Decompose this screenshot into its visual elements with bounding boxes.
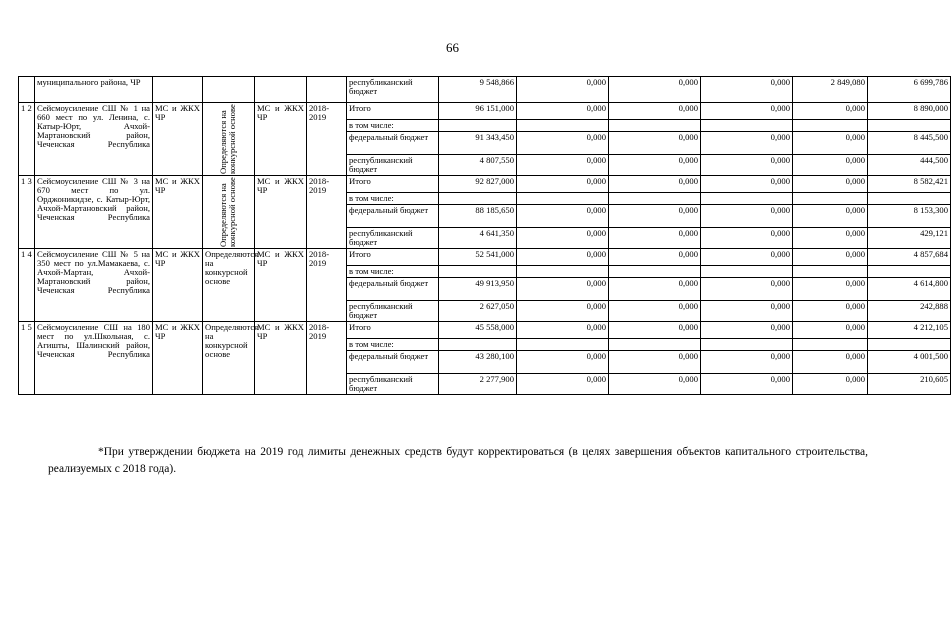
value-cell: 0,000 xyxy=(701,278,793,301)
value-cell: 49 913,950 xyxy=(439,278,517,301)
source-label: республиканский бюджет xyxy=(347,374,439,395)
responsible-cell: МС и ЖКХ ЧР xyxy=(255,249,307,322)
object-name: Сейсмоусиление СШ № 1 на 660 мест по ул. Ленина, с. Катыр-Юрт, Ачхой-Мартановский район, Чеченская Республика xyxy=(35,103,153,176)
value-cell xyxy=(517,339,609,351)
value-cell: 52 541,000 xyxy=(439,249,517,266)
source-label: федеральный бюджет xyxy=(347,278,439,301)
value-cell xyxy=(609,120,701,132)
value-cell: 0,000 xyxy=(517,77,609,103)
row-number xyxy=(19,77,35,103)
value-cell: 8 445,500 xyxy=(868,132,951,155)
value-cell: 0,000 xyxy=(609,301,701,322)
value-cell: 0,000 xyxy=(793,205,868,228)
table-row xyxy=(19,176,951,193)
source-label: республиканский бюджет xyxy=(347,228,439,249)
value-cell: 0,000 xyxy=(609,374,701,395)
value-cell: 0,000 xyxy=(609,322,701,339)
executor-cell xyxy=(203,77,255,103)
value-cell: 0,000 xyxy=(517,205,609,228)
value-cell: 0,000 xyxy=(793,301,868,322)
value-cell: 8 153,300 xyxy=(868,205,951,228)
years-cell: 2018-2019 xyxy=(307,176,347,249)
value-cell xyxy=(517,266,609,278)
value-cell: 210,605 xyxy=(868,374,951,395)
customer-cell: МС и ЖКХ ЧР xyxy=(153,322,203,395)
table-body xyxy=(19,77,951,395)
value-cell: 0,000 xyxy=(701,176,793,193)
value-cell: 0,000 xyxy=(793,155,868,176)
executor-cell xyxy=(203,103,255,176)
value-cell: 4 641,350 xyxy=(439,228,517,249)
object-name: Сейсмоусиление СШ № 5 на 350 мест по ул.Мамакаева, с. Ачхой-Мартан, Ачхой-Мартановский район, Чеченская Республика xyxy=(35,249,153,322)
value-cell xyxy=(609,193,701,205)
value-cell xyxy=(439,339,517,351)
source-label: в том числе: xyxy=(347,339,439,351)
value-cell: 2 849,080 xyxy=(793,77,868,103)
customer-cell: МС и ЖКХ ЧР xyxy=(153,103,203,176)
value-cell: 0,000 xyxy=(609,155,701,176)
row-number: 1 4 xyxy=(19,249,35,322)
object-name: Сейсмоусиление СШ на 180 мест по ул.Школьная, с. Агишты, Шалинский район, Чеченская Республика xyxy=(35,322,153,395)
source-label: Итого xyxy=(347,249,439,266)
source-label: республиканский бюджет xyxy=(347,77,439,103)
value-cell: 88 185,650 xyxy=(439,205,517,228)
source-label: Итого xyxy=(347,322,439,339)
source-label: в том числе: xyxy=(347,193,439,205)
value-cell: 0,000 xyxy=(609,176,701,193)
row-number: 1 5 xyxy=(19,322,35,395)
value-cell: 0,000 xyxy=(701,77,793,103)
value-cell: 92 827,000 xyxy=(439,176,517,193)
value-cell xyxy=(868,120,951,132)
value-cell: 0,000 xyxy=(517,132,609,155)
customer-cell: МС и ЖКХ ЧР xyxy=(153,176,203,249)
value-cell: 0,000 xyxy=(609,228,701,249)
value-cell: 91 343,450 xyxy=(439,132,517,155)
value-cell: 0,000 xyxy=(609,351,701,374)
value-cell xyxy=(517,120,609,132)
value-cell: 0,000 xyxy=(793,132,868,155)
value-cell: 0,000 xyxy=(517,278,609,301)
value-cell: 4 614,800 xyxy=(868,278,951,301)
value-cell: 0,000 xyxy=(609,103,701,120)
value-cell: 0,000 xyxy=(793,249,868,266)
value-cell: 0,000 xyxy=(701,351,793,374)
value-cell: 0,000 xyxy=(517,103,609,120)
value-cell xyxy=(609,266,701,278)
value-cell: 0,000 xyxy=(701,155,793,176)
value-cell xyxy=(793,266,868,278)
value-cell: 4 001,500 xyxy=(868,351,951,374)
customer-cell xyxy=(153,77,203,103)
value-cell: 8 582,421 xyxy=(868,176,951,193)
years-cell: 2018-2019 xyxy=(307,322,347,395)
executor-rotated-text: Определяются на конкурсной основе xyxy=(218,177,238,248)
value-cell xyxy=(793,120,868,132)
page-number: 66 xyxy=(446,40,459,55)
value-cell: 0,000 xyxy=(793,228,868,249)
value-cell: 0,000 xyxy=(517,228,609,249)
value-cell: 8 890,000 xyxy=(868,103,951,120)
object-name: муниципального района, ЧР xyxy=(35,77,153,103)
executor-cell xyxy=(203,176,255,249)
value-cell: 429,121 xyxy=(868,228,951,249)
responsible-cell: МС и ЖКХ ЧР xyxy=(255,103,307,176)
value-cell: 0,000 xyxy=(701,205,793,228)
value-cell: 0,000 xyxy=(701,301,793,322)
value-cell: 6 699,786 xyxy=(868,77,951,103)
value-cell: 0,000 xyxy=(517,301,609,322)
value-cell: 4 212,105 xyxy=(868,322,951,339)
value-cell xyxy=(868,339,951,351)
value-cell: 0,000 xyxy=(793,176,868,193)
object-name: Сейсмоусиление СШ № 3 на 670 мест по ул. Орджоникидзе, с. Катыр-Юрт, Ачхой-Мартановский район, Чеченская Республика xyxy=(35,176,153,249)
value-cell: 0,000 xyxy=(517,176,609,193)
table-row xyxy=(19,103,951,120)
value-cell: 0,000 xyxy=(793,278,868,301)
value-cell: 0,000 xyxy=(701,132,793,155)
value-cell xyxy=(439,120,517,132)
customer-cell: МС и ЖКХ ЧР xyxy=(153,249,203,322)
years-cell: 2018-2019 xyxy=(307,249,347,322)
value-cell: 4 857,684 xyxy=(868,249,951,266)
value-cell: 45 558,000 xyxy=(439,322,517,339)
source-label: Итого xyxy=(347,103,439,120)
value-cell xyxy=(701,266,793,278)
value-cell xyxy=(517,193,609,205)
value-cell xyxy=(793,193,868,205)
source-label: республиканский бюджет xyxy=(347,301,439,322)
table-row xyxy=(19,249,951,266)
source-label: Итого xyxy=(347,176,439,193)
value-cell: 0,000 xyxy=(517,155,609,176)
responsible-cell: МС и ЖКХ ЧР xyxy=(255,176,307,249)
value-cell xyxy=(868,266,951,278)
value-cell: 0,000 xyxy=(609,249,701,266)
responsible-cell: МС и ЖКХ ЧР xyxy=(255,322,307,395)
executor-rotated-text: Определяются на конкурсной основе xyxy=(218,104,238,174)
value-cell: 2 627,050 xyxy=(439,301,517,322)
responsible-cell xyxy=(255,77,307,103)
value-cell: 0,000 xyxy=(793,351,868,374)
value-cell: 0,000 xyxy=(609,132,701,155)
years-cell xyxy=(307,77,347,103)
value-cell: 0,000 xyxy=(793,374,868,395)
table-row xyxy=(19,77,951,103)
value-cell: 0,000 xyxy=(793,322,868,339)
value-cell: 0,000 xyxy=(701,322,793,339)
executor-cell: Определяются на конкурсной основе xyxy=(203,249,255,322)
value-cell: 0,000 xyxy=(609,77,701,103)
budget-table xyxy=(18,76,951,395)
source-label: федеральный бюджет xyxy=(347,351,439,374)
source-label: республиканский бюджет xyxy=(347,155,439,176)
source-label: федеральный бюджет xyxy=(347,205,439,228)
value-cell: 0,000 xyxy=(609,205,701,228)
value-cell: 2 277,900 xyxy=(439,374,517,395)
value-cell: 0,000 xyxy=(517,249,609,266)
row-number: 1 3 xyxy=(19,176,35,249)
value-cell xyxy=(868,193,951,205)
value-cell: 444,500 xyxy=(868,155,951,176)
value-cell xyxy=(439,266,517,278)
table-row xyxy=(19,322,951,339)
footnote: *При утверждении бюджета на 2019 год лимиты денежных средств будут корректироваться (в целях завершения объектов капитального строительства, реализуемых с 2018 года). xyxy=(48,446,868,475)
value-cell xyxy=(701,339,793,351)
value-cell: 96 151,000 xyxy=(439,103,517,120)
value-cell xyxy=(701,193,793,205)
value-cell: 0,000 xyxy=(701,249,793,266)
value-cell: 0,000 xyxy=(701,374,793,395)
value-cell: 242,888 xyxy=(868,301,951,322)
value-cell xyxy=(701,120,793,132)
value-cell: 0,000 xyxy=(793,103,868,120)
value-cell: 0,000 xyxy=(517,374,609,395)
value-cell: 0,000 xyxy=(517,322,609,339)
value-cell: 4 807,550 xyxy=(439,155,517,176)
value-cell xyxy=(609,339,701,351)
value-cell xyxy=(439,193,517,205)
value-cell: 0,000 xyxy=(517,351,609,374)
value-cell xyxy=(793,339,868,351)
executor-cell: Определяются на конкурсной основе xyxy=(203,322,255,395)
value-cell: 43 280,100 xyxy=(439,351,517,374)
value-cell: 0,000 xyxy=(609,278,701,301)
source-label: в том числе: xyxy=(347,266,439,278)
years-cell: 2018-2019 xyxy=(307,103,347,176)
value-cell: 0,000 xyxy=(701,103,793,120)
source-label: в том числе: xyxy=(347,120,439,132)
row-number: 1 2 xyxy=(19,103,35,176)
value-cell: 9 548,866 xyxy=(439,77,517,103)
value-cell: 0,000 xyxy=(701,228,793,249)
source-label: федеральный бюджет xyxy=(347,132,439,155)
